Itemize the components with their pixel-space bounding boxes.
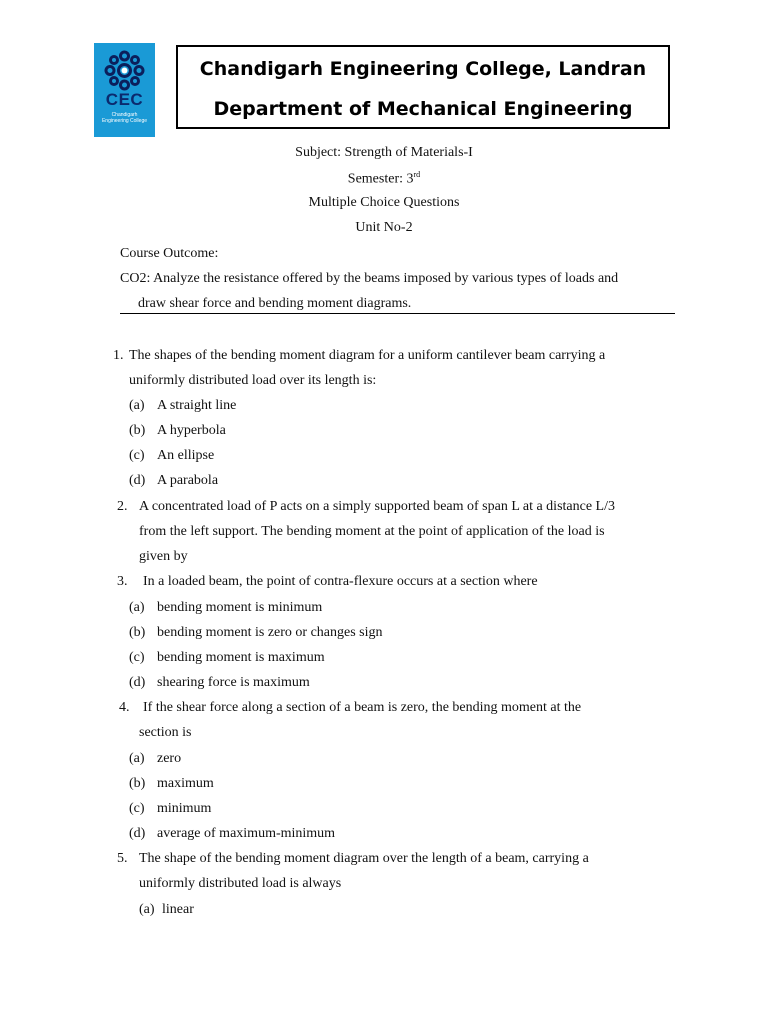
option-label: (c) [129,650,145,665]
option-text: A straight line [157,398,237,413]
question-3-line-1: In a loaded beam, the point of contra-flexure occurs at a section where [143,574,538,589]
subject-line: Subject: Strength of Materials-I [295,145,473,160]
option-label: (b) [129,423,146,438]
option-label: (d) [129,675,146,690]
question-1-line-1: The shapes of the bending moment diagram for a uniform cantilever beam carrying a [129,348,606,363]
option-text: bending moment is maximum [157,650,325,665]
option-text: zero [157,751,182,766]
unit-line: Unit No-2 [355,220,413,235]
question-2-number: 2. [117,499,128,514]
logo-caption-line1: Chandigarh [111,112,138,118]
gear-cluster-icon [103,49,146,92]
question-type: Multiple Choice Questions [308,195,460,210]
option-text: A hyperbola [157,423,226,438]
college-name: Chandigarh Engineering College, Landran [199,58,647,80]
question-5-line-2: uniformly distributed load is always [139,876,342,891]
co2-line-1: CO2: Analyze the resistance offered by the beams imposed by various types of loads and [120,271,619,286]
logo-caption [94,112,155,124]
option-text: A parabola [157,473,219,488]
option-text: shearing force is maximum [157,675,310,690]
option-label: (c) [129,448,145,463]
option-label: (d) [129,826,146,841]
option-label: (a) [129,751,145,766]
option-label: (c) [129,801,145,816]
option-text: maximum [157,776,214,791]
question-2-line-1: A concentrated load of P acts on a simply supported beam of span L at a distance L/3 [139,499,615,514]
question-4-line-2: section is [139,725,192,740]
logo-initials: CEC [105,90,144,109]
option-text: bending moment is zero or changes sign [157,625,383,640]
semester-suffix: rd [413,170,421,179]
option-label: (a) [129,600,145,615]
question-2-line-3: given by [139,549,188,564]
question-4-number: 4. [119,700,130,715]
section-divider [120,313,675,314]
option-text: minimum [157,801,212,816]
semester-line [200,170,568,188]
question-5-number: 5. [117,851,128,866]
option-text: average of maximum-minimum [157,826,336,841]
option-label: (a) [129,398,145,413]
question-1-number: 1. [113,348,124,363]
option-text: bending moment is minimum [157,600,323,615]
college-logo [94,43,155,137]
logo-caption-line2: Engineering College [101,118,148,124]
option-label: (a) [139,902,155,917]
header-box [176,45,670,129]
question-5-line-1: The shape of the bending moment diagram over the length of a beam, carrying a [139,851,589,866]
question-3-number: 3. [117,574,128,589]
option-label: (b) [129,625,146,640]
semester-text: Semester: 3 [347,171,414,187]
course-outcome-label: Course Outcome: [120,246,219,261]
question-1-line-2: uniformly distributed load over its length is: [129,373,377,388]
department-name: Department of Mechanical Engineering [213,98,633,120]
question-4-line-1: If the shear force along a section of a beam is zero, the bending moment at the [143,700,582,715]
question-2-line-2: from the left support. The bending moment at the point of application of the load is [139,524,605,539]
co2-line-2: draw shear force and bending moment diagrams. [138,296,412,311]
option-text: An ellipse [157,448,215,463]
option-label: (d) [129,473,146,488]
option-label: (b) [129,776,146,791]
option-text: linear [162,902,194,917]
